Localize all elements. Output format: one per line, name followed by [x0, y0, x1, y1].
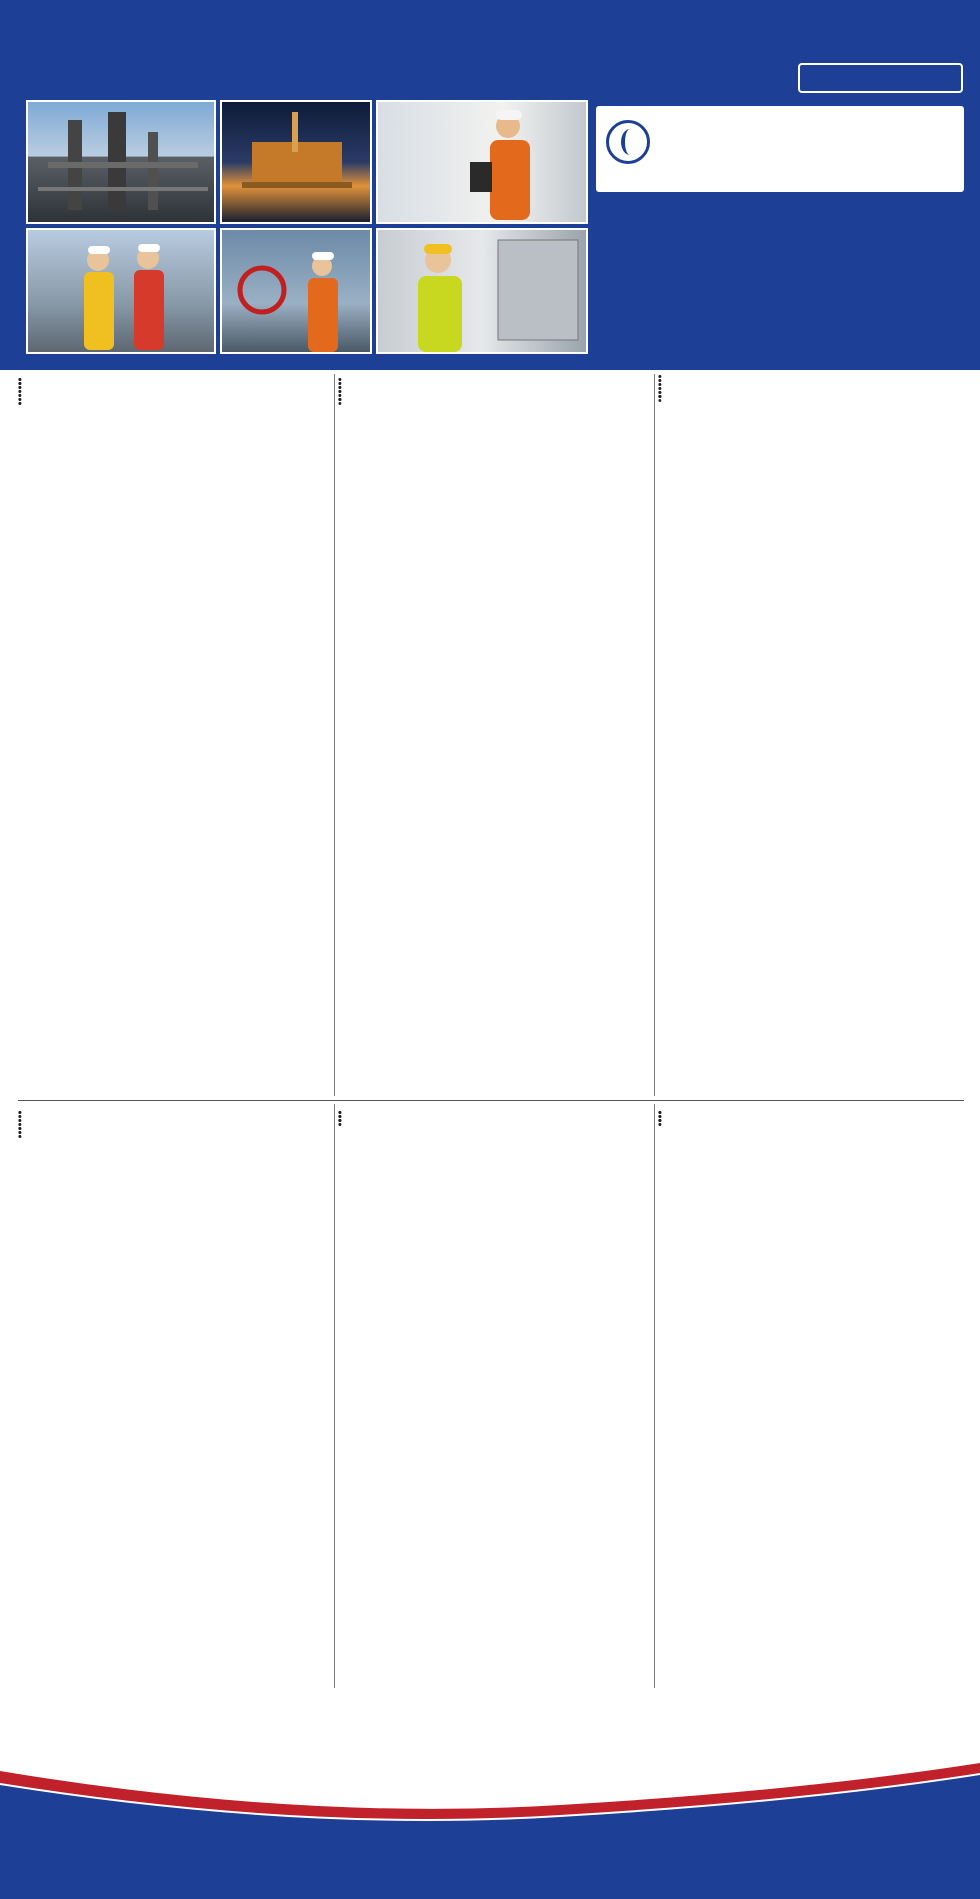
electrician-icon: [378, 230, 586, 352]
electrician-panel-photo: [376, 228, 588, 354]
footer-wave-shape: [0, 1693, 980, 1899]
column-2-bottom: [338, 1104, 650, 1119]
workers-site-photo: [26, 228, 216, 354]
refinery-towers-icon: [28, 102, 214, 222]
header-banner: [0, 0, 980, 370]
photo-collage: [26, 100, 588, 354]
column-3-top: [658, 371, 964, 399]
engineer-clipboard-photo: [376, 100, 588, 224]
valve-icon: [222, 230, 370, 352]
offshore-platform-photo: [220, 100, 372, 224]
platform-icon: [222, 102, 370, 222]
company-logo: [596, 106, 964, 192]
engineer-icon: [378, 102, 586, 222]
column-3-bottom: [658, 1104, 964, 1123]
footer: [0, 1693, 980, 1899]
refinery-photo: [26, 100, 216, 224]
column-2-top: [338, 371, 650, 402]
column-divider: [654, 374, 655, 1096]
column-divider: [654, 1104, 655, 1688]
section-divider: [18, 1100, 964, 1101]
column-1-bottom: [18, 1104, 330, 1131]
logo-emblem-icon: [606, 120, 650, 164]
valve-worker-photo: [220, 228, 372, 354]
column-1-top: [18, 371, 330, 402]
column-divider: [334, 374, 335, 1096]
no-service-fee-badge: [798, 63, 963, 93]
workers-icon: [28, 230, 214, 352]
column-divider: [334, 1104, 335, 1688]
